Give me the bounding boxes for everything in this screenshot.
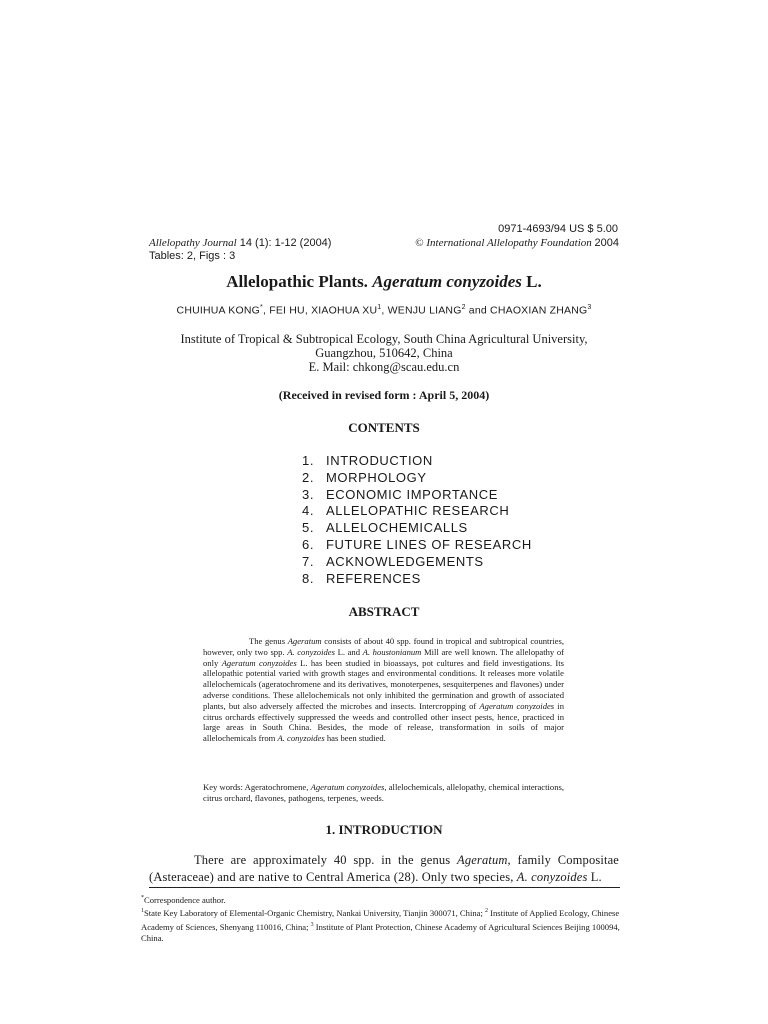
correspondence-text: Correspondence author. bbox=[144, 894, 226, 905]
affiliation-mark: 1 bbox=[141, 908, 144, 915]
journal-volume: 14 (1): 1-12 (2004) bbox=[239, 237, 332, 249]
toc-number: 1. bbox=[302, 453, 315, 468]
received-date: (Received in revised form : April 5, 2004) bbox=[278, 388, 490, 402]
toc-item bbox=[302, 503, 532, 520]
author-affiliation-mark: * bbox=[260, 304, 263, 311]
keywords-text: Ageratochromene, bbox=[242, 782, 311, 792]
institution-block bbox=[0, 332, 768, 374]
journal-name: Allelopathy Journal bbox=[149, 237, 237, 249]
keywords-label: Key words: bbox=[203, 782, 243, 792]
toc-item bbox=[302, 520, 532, 537]
abstract-text: Ageratum bbox=[287, 636, 322, 646]
paper-title bbox=[0, 272, 768, 292]
affiliation-text: State Key Laboratory of Elemental-Organic Chemistry, Nankai University, Tianjin 300071, China; bbox=[144, 908, 485, 919]
abstract-text: A. conyzoides bbox=[277, 733, 325, 744]
foundation-year: 2004 bbox=[594, 237, 619, 249]
author-separator: , bbox=[381, 304, 388, 317]
affiliation-text: Institute of Plant Protection, Chinese Academy of Agricultural Sciences Beijing 100094, China. bbox=[141, 921, 620, 944]
toc-item bbox=[302, 554, 532, 571]
title-author-abbr: L. bbox=[526, 272, 542, 291]
abstract-text: Ageratum conyzoides bbox=[221, 657, 297, 668]
toc-label: ECONOMIC IMPORTANCE bbox=[326, 486, 498, 502]
author-name: WENJU LIANG bbox=[387, 304, 462, 317]
affiliation-text: Institute of Applied Ecology, Chinese Academy of Sciences, Shenyang 110016, China; bbox=[141, 908, 620, 932]
author-affiliation-mark: 2 bbox=[461, 304, 466, 311]
toc-label: ALLELOPATHIC RESEARCH bbox=[326, 503, 510, 519]
toc-label: ALLELOCHEMICALLS bbox=[326, 520, 468, 536]
author-affiliation-mark: 3 bbox=[587, 304, 592, 311]
toc-number: 7. bbox=[302, 553, 315, 569]
contents-heading: CONTENTS bbox=[348, 420, 420, 435]
abstract-text: A. conyzoides bbox=[287, 646, 335, 657]
toc-number: 5. bbox=[302, 520, 315, 536]
toc-item bbox=[302, 571, 532, 588]
toc-label: INTRODUCTION bbox=[326, 453, 433, 468]
copyright bbox=[415, 237, 619, 249]
footnote-divider bbox=[149, 887, 620, 888]
tables-figs: Tables: 2, Figs : 3 bbox=[149, 250, 236, 262]
author-name: FEI HU bbox=[269, 304, 305, 317]
introduction-paragraph bbox=[149, 852, 619, 885]
journal-citation bbox=[149, 237, 331, 249]
introduction-text: Ageratum, bbox=[457, 853, 511, 867]
abstract-text: Ageratum conyzoides bbox=[479, 700, 555, 711]
toc-number: 6. bbox=[302, 536, 315, 552]
keywords-text: , allelochemicals, allelopathy, chemical interactions, citrus orchard, flavones, pathogens, terpenes, weeds. bbox=[203, 782, 564, 803]
title-main: Allelopathic Plants. bbox=[226, 272, 368, 291]
abstract-paragraph bbox=[203, 636, 564, 744]
toc-label: ACKNOWLEDGEMENTS bbox=[326, 553, 484, 569]
institution-city: Guangzhou, 510642, China bbox=[315, 346, 453, 360]
author-name: CHUIHUA KONG bbox=[176, 304, 261, 317]
introduction-text: A. conyzoides bbox=[516, 869, 588, 884]
issn-price: 0971-4693/94 US $ 5.00 bbox=[498, 223, 618, 235]
author-separator: , bbox=[304, 304, 312, 317]
title-species: Ageratum conyzoides bbox=[372, 272, 522, 291]
toc-number: 8. bbox=[302, 570, 315, 586]
toc-label: REFERENCES bbox=[326, 570, 421, 586]
abstract-text: L. has been studied in bioassays, pot cultures and field investigations. Its allelopathic potential varied with growth stages and environmental conditions. It releases more volatile allelochemicals (ageratochromene and its derivatives, monoterpenes, sesquiterpenes and flavones) under adverse conditions. These allelochemicals not only inhibited the germination and growth of associated plants, but also adversely affected the microbes and insects. Intercropping of bbox=[203, 657, 564, 711]
toc-label: MORPHOLOGY bbox=[326, 469, 427, 485]
author-name: CHAOXIAN ZHANG bbox=[490, 304, 588, 317]
toc-item bbox=[302, 487, 532, 504]
abstract-text: The genus bbox=[249, 636, 288, 646]
abstract-text: Mill are well known. The allelopathy of only bbox=[203, 646, 564, 668]
affiliation-mark: 3 bbox=[310, 921, 314, 928]
keywords-text: Ageratum conyzoides bbox=[310, 782, 385, 792]
introduction-text: There are approximately 40 spp. in the genus bbox=[194, 853, 458, 867]
footnotes bbox=[141, 893, 621, 945]
abstract-body bbox=[203, 636, 564, 744]
author-affiliation-mark: 1 bbox=[377, 304, 382, 311]
author-separator: , bbox=[262, 304, 270, 317]
keywords bbox=[203, 782, 564, 804]
author-separator: and bbox=[465, 304, 491, 317]
institution-email: E. Mail: chkong@scau.edu.cn bbox=[308, 360, 460, 374]
journal-citation-line bbox=[149, 237, 619, 249]
abstract-text: has been studied. bbox=[324, 733, 386, 744]
toc-item bbox=[302, 470, 532, 487]
toc-number: 3. bbox=[302, 486, 315, 502]
affiliation-mark: 2 bbox=[484, 908, 488, 915]
toc-label: FUTURE LINES OF RESEARCH bbox=[326, 536, 532, 552]
institution-line: Institute of Tropical & Subtropical Ecology, South China Agricultural University, bbox=[180, 332, 588, 346]
toc-number: 4. bbox=[302, 503, 315, 519]
author-name: XIAOHUA XU bbox=[311, 304, 378, 317]
introduction-text: L. bbox=[587, 869, 602, 884]
abstract-text: in citrus orchards effectively suppressed the weeds and controlled other insect pests, hence, practiced in large areas in South China. Besides, the mode of release, transformation in soils of major allelochemicals from bbox=[203, 700, 564, 744]
foundation-name: International Allelopathy Foundation bbox=[426, 237, 592, 249]
introduction-text: family Compositae (Asteraceae) and are native to Central America (28). Only two species, bbox=[149, 853, 620, 884]
toc-item bbox=[302, 453, 532, 470]
toc-item bbox=[302, 537, 532, 554]
copyright-icon: © bbox=[415, 237, 424, 249]
footnote-correspondence: *Correspondence author. bbox=[141, 894, 226, 905]
abstract-text: A. houstonianum bbox=[362, 646, 422, 657]
author-list bbox=[0, 304, 768, 317]
introduction-body bbox=[149, 852, 619, 885]
keywords-paragraph bbox=[203, 782, 564, 804]
toc-number: 2. bbox=[302, 469, 315, 485]
introduction-heading: 1. INTRODUCTION bbox=[325, 822, 443, 837]
abstract-text: consists of about 40 spp. found in tropical and subtropical countries, however, only two spp. bbox=[203, 636, 564, 657]
table-of-contents bbox=[302, 453, 532, 587]
abstract-text: L. and bbox=[334, 646, 363, 657]
footnote-affiliations bbox=[141, 906, 621, 944]
abstract-heading: ABSTRACT bbox=[348, 604, 420, 619]
